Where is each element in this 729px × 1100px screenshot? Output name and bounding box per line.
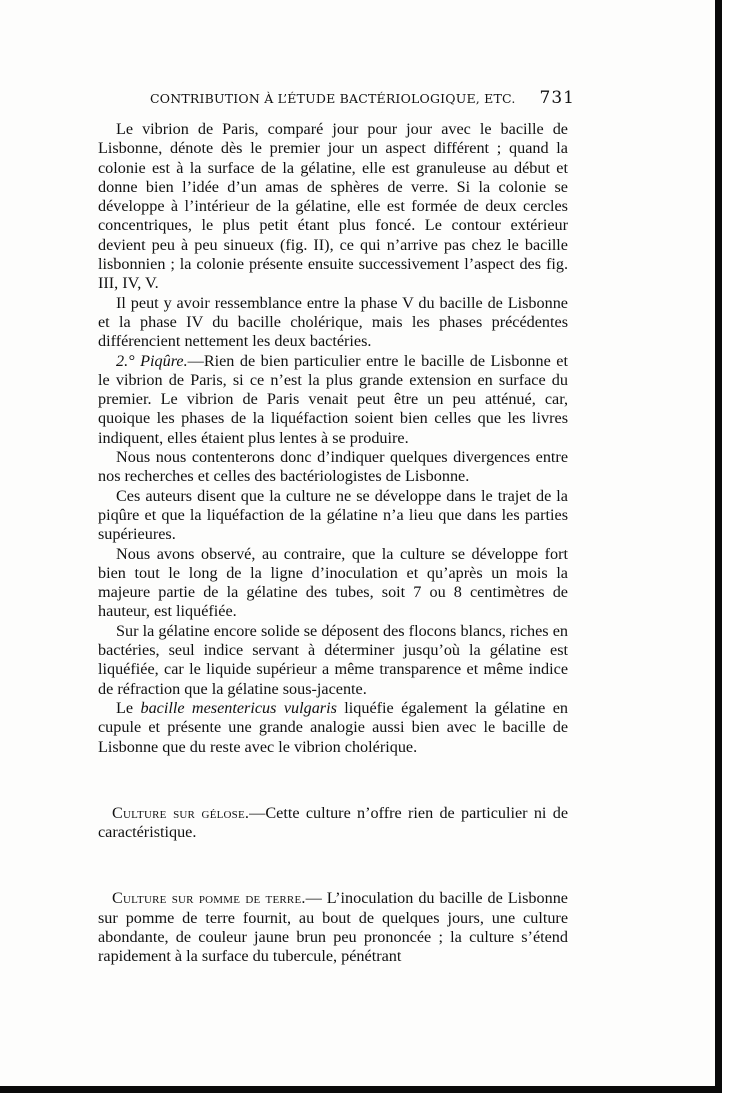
- paragraph: Nous avons observé, au contraire, que la culture se développe fort bien tout le long de la ligne d’inoculation et qu’après un mois la majeure partie de la gélatine des tubes, soit 7 ou 8 centimètres de hauteur, est liquéfiée.: [98, 544, 568, 621]
- section-gap: [98, 757, 568, 804]
- section-title: Culture sur pomme de terre.: [112, 889, 306, 908]
- section-text: —Cette culture n’offre rien de particulier ni de caractéristique.: [98, 803, 568, 842]
- running-header: [150, 88, 575, 108]
- running-title: CONTRIBUTION À L’ÉTUDE BACTÉRIOLOGIQUE, ETC.: [150, 91, 516, 106]
- page-body: [98, 120, 568, 967]
- species-name: bacille mesentericus vulgaris: [140, 698, 337, 717]
- section-gap: [98, 842, 568, 889]
- paragraph: Nous nous contenterons donc d’indiquer quelques divergences entre nos recherches et celles des bactériologistes de Lisbonne.: [98, 448, 568, 486]
- paragraph: Sur la gélatine encore solide se déposent des flocons blancs, riches en bactéries, seul indice servant à déterminer jusqu’où la gélatine est liquéfiée, car le liquide supérieur a même transparence et même indice de réfraction que la gélatine sous-jacente.: [98, 621, 568, 698]
- page-number: 731: [539, 88, 575, 108]
- section-title: Culture sur gélose.: [112, 803, 250, 822]
- piqure-label: 2.° Piqûre.: [116, 351, 188, 370]
- piqure-text: —Rien de bien particulier entre le bacille de Lisbonne et le vibrion de Paris, si ce n’est la plus grande extension en surface du premier. Le vibrion de Paris venait peut être un peu atténué, car, quoique les phases de la liquéfaction soient bien celles que les livres indiquent, elles étaient plus lentes à se produire.: [98, 351, 568, 447]
- mesentericus-text: liquéfie également la gélatine en cupule et présente une grande analogie aussi bien avec le bacille de Lisbonne que du reste avec le vibrion cholérique.: [98, 698, 569, 756]
- paragraph: Le vibrion de Paris, comparé jour pour jour avec le bacille de Lisbonne, dénote dès le premier jour un aspect différent ; quand la colonie est à la surface de la gélatine, elle est granuleuse au début et donne bien l’idée d’un amas de sphères de verre. Si la colonie se développe à l’intérieur de la gélatine, elle est formée de deux cercles concentriques, le plus petit étant plus foncé. Le contour extérieur devient peu à peu sinueux (fig. II), ce qui n’arrive pas chez le bacille lisbonnien ; la colonie présente ensuite successivement l’aspect des fig. III, IV, V.: [98, 120, 568, 293]
- paragraph: Ces auteurs disent que la culture ne se développe dans le trajet de la piqûre et que la liquéfaction de la gélatine n’a lieu que dans les parties supérieures.: [98, 486, 568, 544]
- section-pomme-de-terre: [98, 889, 568, 966]
- paragraph-piqure: [98, 352, 568, 448]
- section-gelose: [98, 804, 568, 843]
- section-text: — L’inoculation du bacille de Lisbonne sur pomme de terre fournit, au bout de quelques jours, une culture abondante, de couleur jaune brun peu prononcée ; la culture s’étend rapidement à la surface du tubercule, pénétrant: [98, 889, 568, 966]
- lead-word: Le: [116, 698, 134, 717]
- paragraph-mesentericus: [98, 699, 568, 757]
- paragraph: Il peut y avoir ressemblance entre la phase V du bacille de Lisbonne et la phase IV du bacille cholérique, mais les phases précédentes différencient nettement les deux bactéries.: [98, 293, 568, 351]
